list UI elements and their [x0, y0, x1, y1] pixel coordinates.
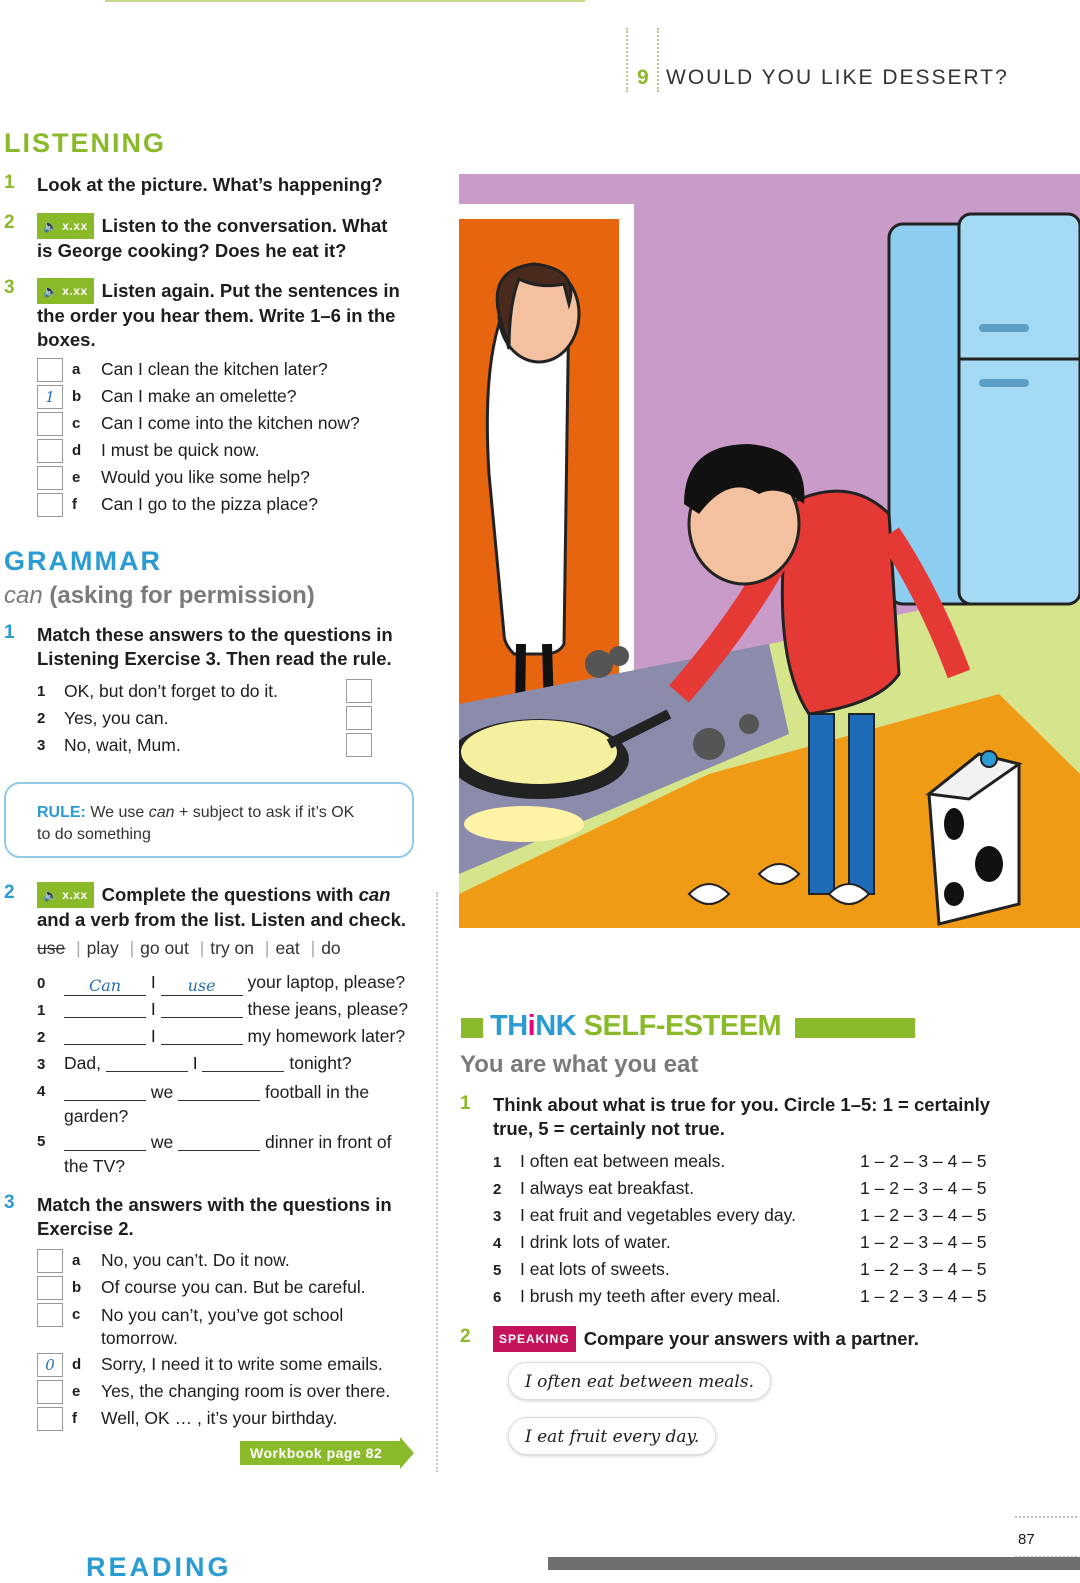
speaking-badge: SPEAKING — [493, 1326, 576, 1352]
answer-box[interactable] — [37, 1380, 63, 1404]
item-letter: b — [72, 1279, 82, 1296]
blank-input[interactable]: use — [161, 977, 243, 996]
sentence-number: 1 — [37, 1002, 46, 1019]
speech-bubble: I often eat between meals. — [508, 1362, 771, 1400]
sentence: I my homework later? — [64, 1026, 405, 1047]
item-letter: e — [72, 1383, 81, 1400]
item-letter: d — [72, 1356, 82, 1373]
item-letter: b — [72, 388, 82, 405]
answer-box[interactable] — [346, 679, 372, 703]
audio-track-button[interactable]: 🔈 x.xx — [37, 213, 94, 239]
statement-text: I eat lots of sweets. — [520, 1259, 670, 1279]
column-divider — [436, 892, 438, 1472]
exercise-instruction: Match the answers with the questions in Exercise 2. — [37, 1194, 392, 1239]
statement-number: 6 — [493, 1289, 502, 1306]
exercise-number: 3 — [4, 1192, 15, 1213]
rating-scale[interactable]: 1 – 2 – 3 – 4 – 5 — [860, 1232, 987, 1252]
answer-box[interactable] — [37, 439, 63, 463]
sentence-number: 5 — [37, 1133, 46, 1150]
exercise-instruction: 🔈 x.xx Complete the questions with can and a verb from the list. Listen and check. — [37, 884, 407, 930]
exercise-number: 1 — [4, 622, 15, 643]
header-divider — [657, 28, 659, 92]
item-text: No, you can’t. Do it now. — [101, 1250, 290, 1270]
item-text: Of course you can. But be careful. — [101, 1277, 366, 1297]
heading-bar — [461, 1018, 483, 1038]
statement-text: I always eat breakfast. — [520, 1178, 695, 1198]
item-text: Can I clean the kitchen later? — [101, 359, 328, 379]
section-subtitle: You are what you eat — [460, 1051, 699, 1078]
answer-box[interactable] — [37, 412, 63, 436]
item-letter: d — [72, 442, 82, 459]
item-letter: f — [72, 496, 77, 513]
answer-text: OK, but don’t forget to do it. — [64, 681, 279, 701]
item-letter: e — [72, 469, 81, 486]
statement-number: 5 — [493, 1262, 502, 1279]
answer-box[interactable]: 1 — [37, 385, 63, 409]
exercise-number: 1 — [4, 172, 15, 193]
blank-input[interactable] — [64, 999, 146, 1018]
item-letter: f — [72, 1410, 77, 1427]
sentence: we dinner in front of the TV? — [64, 1132, 392, 1176]
unit-title: WOULD YOU LIKE DESSERT? — [666, 66, 1009, 89]
answer-number: 1 — [37, 683, 46, 700]
rating-scale[interactable]: 1 – 2 – 3 – 4 – 5 — [860, 1286, 987, 1306]
arrow-right-icon — [400, 1437, 414, 1469]
exercise-number: 3 — [4, 277, 15, 298]
item-letter: a — [72, 1252, 81, 1269]
workbook-link[interactable]: Workbook page 82 — [240, 1441, 400, 1465]
answer-number: 2 — [37, 710, 46, 727]
statement-number: 1 — [493, 1154, 502, 1171]
verb-list: use | play | go out | try on | eat | do — [37, 938, 341, 958]
blank-input[interactable] — [178, 1132, 260, 1151]
blank-input[interactable] — [161, 1026, 243, 1045]
audio-track-button[interactable]: 🔈 x.xx — [37, 278, 94, 304]
page-number-rule — [1015, 1516, 1077, 1518]
next-section-heading: READING — [86, 1552, 232, 1582]
heading-bar — [795, 1018, 915, 1038]
item-letter: a — [72, 361, 81, 378]
header-divider — [626, 28, 628, 92]
answer-text: Yes, you can. — [64, 708, 169, 728]
sentence-number: 2 — [37, 1029, 46, 1046]
item-text: Can I come into the kitchen now? — [101, 413, 360, 433]
answer-box[interactable] — [37, 466, 63, 490]
blank-input[interactable] — [64, 1132, 146, 1151]
blank-input[interactable] — [161, 999, 243, 1018]
rule-text: RULE: We use can + subject to ask if it’s OK to do something — [37, 804, 355, 843]
answer-box[interactable] — [37, 1303, 63, 1327]
item-text: Can I make an omelette? — [101, 386, 297, 406]
statement-text: I drink lots of water. — [520, 1232, 671, 1252]
answer-number: 3 — [37, 737, 46, 754]
exercise-instruction: 🔈 x.xx Listen again. Put the sentences in the order you hear them. Write 1–6 in the boxes. — [37, 280, 400, 350]
rating-scale[interactable]: 1 – 2 – 3 – 4 – 5 — [860, 1151, 987, 1171]
page-number: 87 — [1018, 1531, 1035, 1548]
exercise-instruction: SPEAKING Compare your answers with a partner. — [493, 1326, 919, 1352]
item-text: Yes, the changing room is over there. — [101, 1381, 391, 1401]
item-text: No you can’t, you’ve got school tomorrow. — [101, 1305, 344, 1348]
sentence: I these jeans, please? — [64, 999, 408, 1020]
answer-box[interactable] — [37, 1407, 63, 1431]
answer-box[interactable] — [37, 493, 63, 517]
exercise-instruction: Look at the picture. What’s happening? — [37, 174, 383, 195]
blank-input[interactable] — [64, 1026, 146, 1045]
answer-box[interactable] — [37, 1276, 63, 1300]
blank-input[interactable]: Can — [64, 977, 146, 996]
statement-text: I often eat between meals. — [520, 1151, 726, 1171]
audio-track-button[interactable]: 🔈 x.xx — [37, 882, 94, 908]
statement-number: 3 — [493, 1208, 502, 1225]
sentence: Dad, I tonight? — [64, 1053, 352, 1073]
item-text: Would you like some help? — [101, 467, 310, 487]
answer-box[interactable] — [37, 1249, 63, 1273]
rating-scale[interactable]: 1 – 2 – 3 – 4 – 5 — [860, 1205, 987, 1225]
sentence: Can I use your laptop, please? — [64, 972, 405, 996]
answer-box[interactable] — [37, 358, 63, 382]
blank-input[interactable] — [64, 1082, 146, 1101]
answer-box[interactable] — [346, 706, 372, 730]
answer-box[interactable] — [346, 733, 372, 757]
bottom-bar — [548, 1557, 1080, 1570]
sentence-number: 3 — [37, 1056, 46, 1073]
rating-scale[interactable]: 1 – 2 – 3 – 4 – 5 — [860, 1178, 987, 1198]
rating-scale[interactable]: 1 – 2 – 3 – 4 – 5 — [860, 1259, 987, 1279]
listening-heading: LISTENING — [4, 128, 167, 158]
grammar-subtitle: can (asking for permission) — [4, 582, 315, 609]
exercise-number: 2 — [4, 882, 15, 903]
exercise-instruction: 🔈 x.xx Listen to the conversation. What is George cooking? Does he eat it? — [37, 215, 388, 261]
answer-text: No, wait, Mum. — [64, 735, 181, 755]
item-text: Sorry, I need it to write some emails. — [101, 1354, 383, 1374]
statement-text: I eat fruit and vegetables every day. — [520, 1205, 796, 1225]
exercise-number: 2 — [460, 1326, 471, 1347]
statement-text: I brush my teeth after every meal. — [520, 1286, 781, 1306]
kitchen-illustration — [459, 174, 1080, 928]
blank-input[interactable] — [106, 1053, 188, 1072]
top-rule — [105, 0, 585, 2]
statement-number: 4 — [493, 1235, 502, 1252]
blank-input[interactable] — [202, 1053, 284, 1072]
sentence-number: 4 — [37, 1083, 46, 1100]
unit-number: 9 — [637, 66, 649, 89]
item-text: I must be quick now. — [101, 440, 260, 460]
exercise-instruction: Think about what is true for you. Circle 1–5: 1 = certainly true, 5 = certainly not true. — [493, 1094, 991, 1139]
statement-number: 2 — [493, 1181, 502, 1198]
item-letter: c — [72, 415, 81, 432]
verb-struck: use — [37, 938, 66, 958]
sentence: we football in the garden? — [64, 1082, 370, 1126]
grammar-heading: GRAMMAR — [4, 546, 162, 576]
exercise-number: 1 — [460, 1093, 471, 1114]
answer-box[interactable]: 0 — [37, 1353, 63, 1377]
item-text: Well, OK … , it’s your birthday. — [101, 1408, 338, 1428]
sentence-number: 0 — [37, 975, 46, 992]
think-self-esteem-heading: THiNK SELF-ESTEEM — [490, 1010, 782, 1042]
item-letter: c — [72, 1306, 81, 1323]
exercise-instruction: Match these answers to the questions in Listening Exercise 3. Then read the rule. — [37, 624, 393, 669]
blank-input[interactable] — [178, 1082, 260, 1101]
exercise-number: 2 — [4, 212, 15, 233]
item-text: Can I go to the pizza place? — [101, 494, 318, 514]
speech-bubble: I eat fruit every day. — [508, 1417, 716, 1455]
